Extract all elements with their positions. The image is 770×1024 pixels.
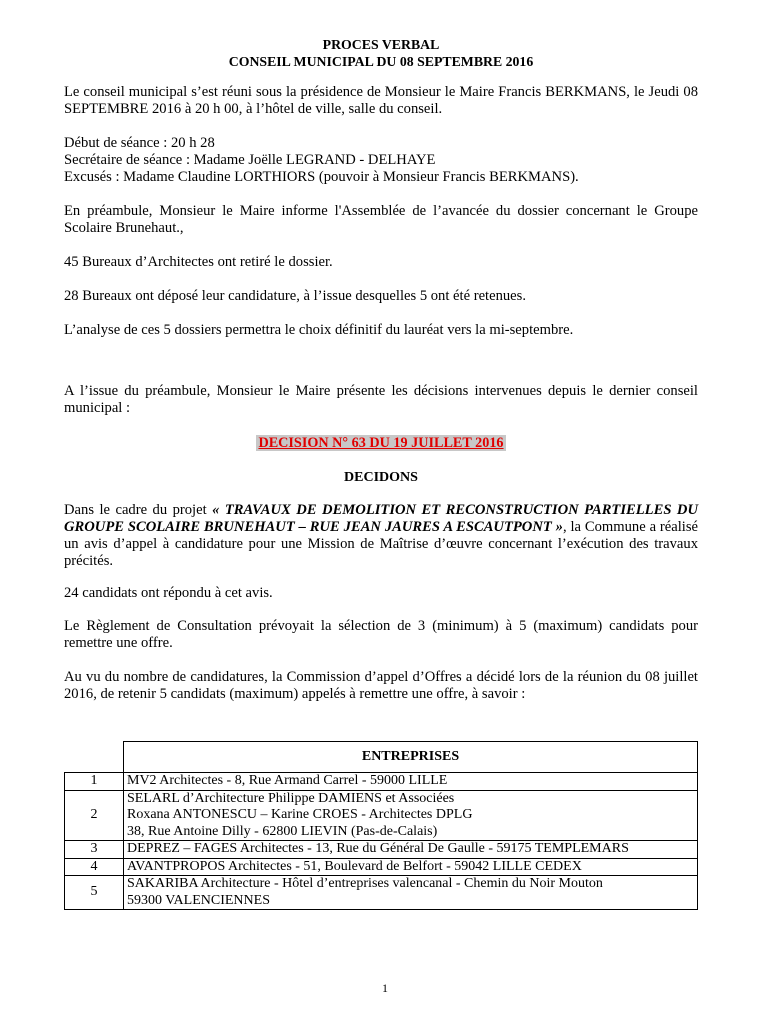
decision-title-text: DECISION N° 63 DU 19 JUILLET 2016 — [258, 435, 504, 451]
company-line: DEPREZ – FAGES Architectes - 13, Rue du Général De Gaulle - 59175 TEMPLEMARS — [127, 841, 629, 856]
table-header-row — [65, 742, 698, 773]
table-row — [65, 841, 698, 859]
company-line: SAKARIBA Architecture - Hôtel d’entreprises valencanal - Chemin du Noir Mouton — [127, 876, 603, 891]
company-line: SELARL d’Architecture Philippe DAMIENS et Associées — [127, 790, 455, 806]
intro-paragraph: Le conseil municipal s’est réuni sous la présidence de Monsieur le Maire Francis BERKMANS, le Jeudi 08 SEPTEMBRE 2016 à 20 h 00, à l’hôtel de ville, salle du conseil. — [64, 84, 698, 117]
decision-title — [64, 435, 698, 452]
preamble-submitted: 28 Bureaux ont déposé leur candidature, à l’issue desquelles 5 ont été retenues. — [64, 288, 526, 304]
company-cell — [124, 876, 698, 910]
commission-paragraph: Au vu du nombre de candidatures, la Commission d’appel d’Offres a décidé lors de la réunion du 08 juillet 2016, de retenir 5 candidats (maximum) appelés à remettre une offre, à savoir : — [64, 669, 698, 702]
company-cell — [124, 790, 698, 841]
session-excused: Excusés : Madame Claudine LORTHIORS (pouvoir à Monsieur Francis BERKMANS). — [64, 169, 579, 185]
row-number: 1 — [65, 773, 124, 791]
project-paragraph — [64, 502, 698, 570]
decisions-intro: A l’issue du préambule, Monsieur le Maire présente les décisions intervenues depuis le dernier conseil municipal : — [64, 383, 698, 416]
table-header-empty-cell — [65, 742, 124, 773]
company-line: MV2 Architectes - 8, Rue Armand Carrel - 59000 LILLE — [127, 773, 448, 788]
session-start: Début de séance : 20 h 28 — [64, 135, 215, 151]
project-intro-text: Dans le cadre du projet — [64, 502, 213, 518]
row-number: 3 — [65, 841, 124, 859]
row-number: 4 — [65, 858, 124, 876]
table-row — [65, 876, 698, 910]
table-header: ENTREPRISES — [124, 742, 698, 773]
project-name: « TRAVAUX DE DEMOLITION ET RECONSTRUCTION PARTIELLES DU GROUPE SCOLAIRE BRUNEHAUT – RUE JEAN JAURES A ESCAUTPONT » — [64, 502, 698, 535]
title-line-2: CONSEIL MUNICIPAL DU 08 SEPTEMBRE 2016 — [228, 54, 534, 69]
companies-table — [64, 741, 698, 910]
table-row — [65, 773, 698, 791]
company-cell — [124, 773, 698, 791]
preamble-paragraph: En préambule, Monsieur le Maire informe l'Assemblée de l’avancée du dossier concernant le Groupe Scolaire Brunehaut., — [64, 203, 698, 236]
company-line: Roxana ANTONESCU – Karine CROES - Architectes DPLG — [127, 807, 473, 822]
company-line: AVANTPROPOS Architectes - 51, Boulevard de Belfort - 59042 LILLE CEDEX — [127, 858, 582, 874]
document-title — [64, 36, 698, 70]
session-secretary: Secrétaire de séance : Madame Joëlle LEGRAND - DELHAYE — [64, 152, 436, 168]
decidons-heading: DECIDONS — [344, 470, 418, 485]
project-description: , la Commune a réalisé un avis d’appel à candidature pour une Mission de Maîtrise d’œuvre concernant l’exécution des travaux précités. — [64, 519, 698, 569]
preamble-analysis: L’analyse de ces 5 dossiers permettra le choix définitif du lauréat vers la mi-septembre. — [64, 322, 574, 338]
candidates-paragraph: 24 candidats ont répondu à cet avis. — [64, 585, 273, 601]
preamble-withdrawn: 45 Bureaux d’Architectes ont retiré le dossier. — [64, 254, 333, 270]
regulation-paragraph: Le Règlement de Consultation prévoyait la sélection de 3 (minimum) à 5 (maximum) candidats pour remettre une offre. — [64, 618, 698, 651]
session-info — [64, 135, 698, 186]
row-number: 2 — [65, 790, 124, 841]
company-line: 59300 VALENCIENNES — [127, 892, 270, 908]
table-row — [65, 790, 698, 841]
row-number: 5 — [65, 876, 124, 910]
table-row — [65, 858, 698, 876]
company-cell — [124, 858, 698, 876]
title-line-1: PROCES VERBAL — [322, 37, 440, 52]
page-number: 1 — [382, 981, 388, 995]
document-page — [64, 36, 698, 703]
company-cell — [124, 841, 698, 859]
company-line: 38, Rue Antoine Dilly - 62800 LIEVIN (Pas-de-Calais) — [127, 823, 438, 839]
